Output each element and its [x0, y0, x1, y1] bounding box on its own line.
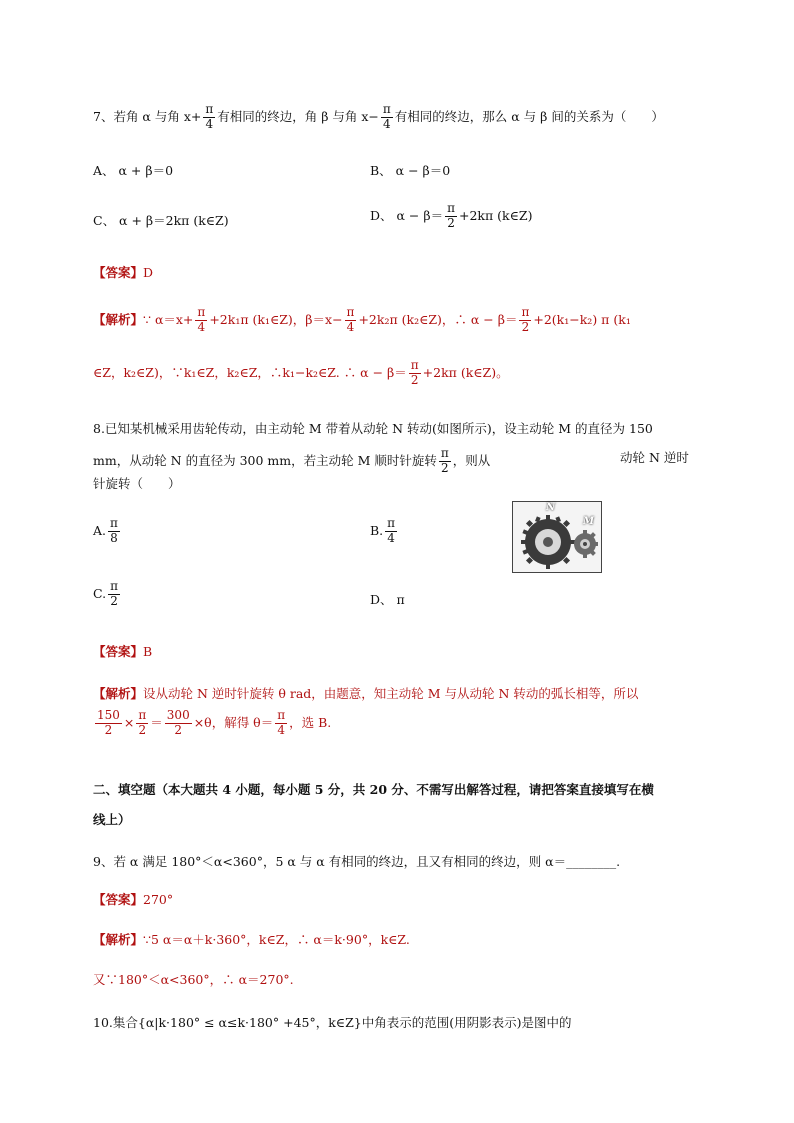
q7-answer: 【答案】D: [93, 265, 154, 280]
fraction: $\frac{\pi}{2}$: [447, 201, 455, 230]
fraction: $\frac{\pi}{4}$: [205, 102, 214, 131]
q9-stem: 9、若 α 满足 180°＜α<360°，5 α 与 α 有相同的终边，且又有相同的终边，则 α＝________.: [93, 854, 621, 869]
gear-label-n: N: [546, 502, 556, 513]
q7-analysis-line1: 【解析】∵ α＝x+ $\frac{\pi}{4}$ +2k₁π (k₁∈Z)，β＝x− $\frac{\pi}{4}$ +2k₂π (k₂∈Z)，∴ α − β＝ $\frac{\pi}{2}$ +2(k₁−k₂) π (k₁: [93, 305, 631, 334]
q7-stem: 7、若角 α 与角 x+ $\frac{\pi}{4}$ 有相同的终边，角 β 与角 x− $\frac{\pi}{4}$ 有相同的终边，那么 α 与 β 间的关系为（ ）: [93, 102, 664, 131]
fraction: $\frac{\pi}{4}$: [387, 516, 396, 545]
q8-option-b: B. $\frac{\pi}{4}$: [370, 516, 396, 545]
q9-analysis-line2: 又∵180°＜α<360°，∴ α＝270°.: [93, 972, 294, 987]
q8-answer: 【答案】B: [93, 644, 153, 659]
q8-stem-line3: 针旋转（ ）: [93, 476, 181, 491]
fraction: $\frac{\pi}{2}$: [440, 446, 449, 475]
section2-heading-line1: 二、填空题（本大题共 4 小题，每小题 5 分，共 20 分、不需写出解答过程，请把答案直接填写在横: [93, 782, 654, 797]
section2-heading-line2: 线上）: [93, 812, 131, 827]
fraction: $\frac{300}{2}$: [166, 708, 190, 737]
q8-option-d: D、 π: [370, 592, 405, 607]
fraction: $\frac{150}{2}$: [97, 708, 120, 737]
fraction: $\frac{\pi}{2}$: [110, 579, 118, 608]
q8-stem-line2: mm，从动轮 N 的直径为 300 mm，若主动轮 M 顺时针旋转 $\frac{\pi}{2}$ ，则从: [93, 446, 491, 475]
q8-stem-line1: 8.已知某机械采用齿轮传动，由主动轮 M 带着从动轮 N 转动(如图所示)，设主动轮 M 的直径为 150: [93, 421, 653, 436]
q8-analysis-line1: 【解析】设从动轮 N 逆时针旋转 θ rad，由题意，知主动轮 M 与从动轮 N 转动的弧长相等，所以: [93, 686, 639, 701]
fraction: $\frac{\pi}{4}$: [197, 305, 206, 334]
q7-analysis-line2: ∈Z，k₂∈Z)，∵k₁∈Z，k₂∈Z，∴k₁−k₂∈Z. ∴ α − β＝ $\frac{\pi}{2}$ +2kπ (k∈Z)。: [93, 358, 509, 387]
fraction: $\frac{\pi}{4}$: [346, 305, 355, 334]
fraction: $\frac{\pi}{4}$: [382, 102, 391, 131]
q9-answer: 【答案】270°: [93, 892, 174, 907]
q8-analysis-line2: $\frac{150}{2}$ × $\frac{\pi}{2}$ ＝ $\frac{300}{2}$ ×θ，解得 θ＝ $\frac{\pi}{4}$ ，选 B.: [97, 708, 332, 737]
fraction: $\frac{\pi}{8}$: [110, 516, 118, 545]
gear-icon: [513, 502, 601, 572]
fraction: $\frac{\pi}{4}$: [277, 708, 286, 737]
q8-option-c: C. $\frac{\pi}{2}$: [93, 579, 118, 608]
q10-stem: 10.集合{α|k·180° ≤ α≤k·180° +45°，k∈Z}中角表示的范围(用阴影表示)是图中的: [93, 1015, 572, 1030]
q9-analysis-line1: 【解析】∵5 α＝α＋k·360°，k∈Z，∴ α＝k·90°，k∈Z.: [93, 932, 410, 947]
q7-option-c: C、 α + β＝2kπ (k∈Z): [93, 213, 229, 228]
q7-option-a: A、 α + β＝0: [93, 163, 174, 178]
q8-option-a: A. $\frac{\pi}{8}$: [93, 516, 118, 545]
fraction: $\frac{\pi}{2}$: [521, 305, 530, 334]
q7-option-b: B、 α − β＝0: [370, 163, 451, 178]
gear-label-m: M: [583, 516, 595, 527]
fraction: $\frac{\pi}{2}$: [410, 358, 419, 387]
fraction: $\frac{\pi}{2}$: [138, 708, 147, 737]
gear-figure: [512, 501, 602, 573]
q8-stem-line2-right: 动轮 N 逆时: [620, 450, 689, 465]
q7-option-d: D、 α − β＝ $\frac{\pi}{2}$ +2kπ (k∈Z): [370, 201, 533, 230]
